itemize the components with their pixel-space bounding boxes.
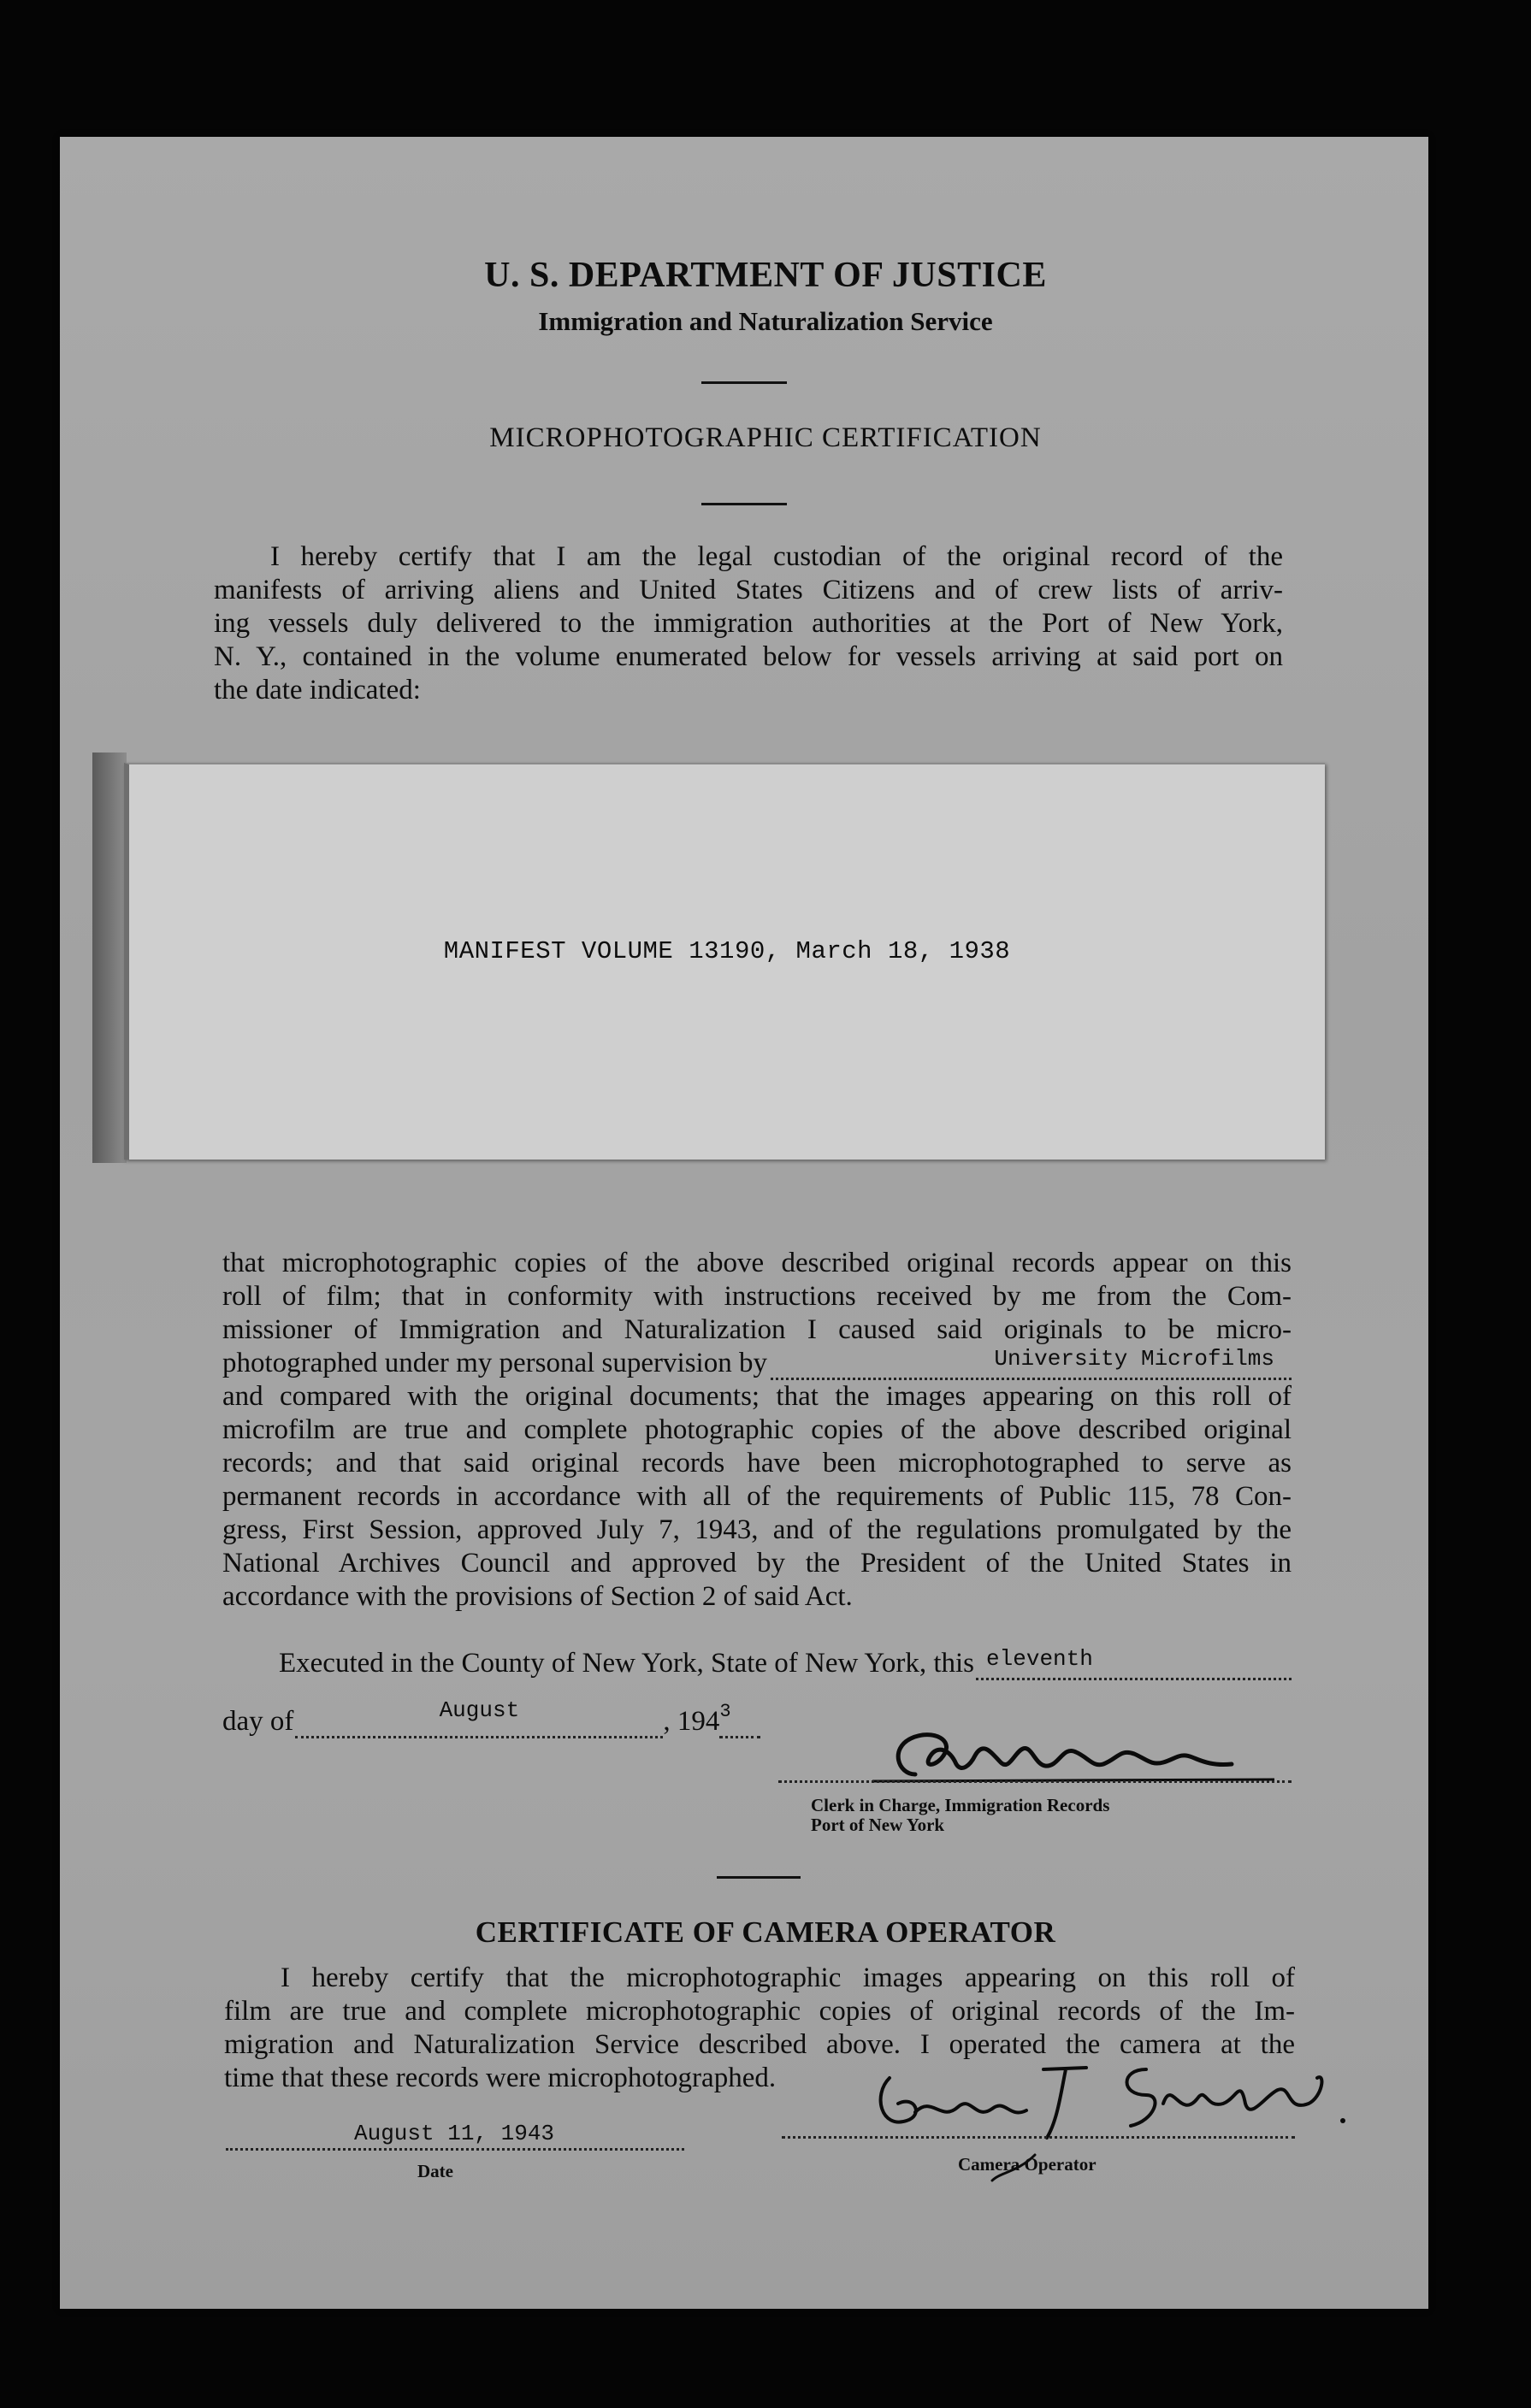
paragraph-line: I hereby certify that the microphotographic images appearing on this roll of — [281, 1962, 1295, 1993]
certification-title: MICROPHOTOGRAPHIC CERTIFICATION — [489, 422, 1042, 453]
volume-slip — [124, 763, 1325, 1160]
divider — [701, 381, 787, 384]
date-blank — [226, 2117, 684, 2151]
clerk-title — [811, 1796, 1109, 1835]
year-suffix: 3 — [719, 1701, 731, 1722]
year-prefix: 194 — [677, 1706, 720, 1737]
intro-paragraph — [214, 540, 1283, 707]
body-paragraph — [222, 1247, 1292, 1614]
clerk-signature-line — [778, 1780, 1292, 1783]
executed-line — [279, 1647, 1292, 1680]
month-value: August — [439, 1697, 520, 1723]
divider — [717, 1876, 801, 1879]
paragraph-line: migration and Naturalization Service described above. I operated the camera at the — [224, 2029, 1295, 2060]
paragraph-line: missioner of Immigration and Naturalization I caused said originals to be micro- — [222, 1314, 1292, 1345]
month-blank — [295, 1697, 663, 1738]
paragraph-line: ing vessels duly delivered to the immigration authorities at the Port of New York, — [214, 608, 1283, 639]
date-label: Date — [417, 2161, 453, 2181]
department-title: U. S. DEPARTMENT OF JUSTICE — [484, 256, 1047, 295]
paragraph-line: records; and that said original records have been microphotographed to serve as — [222, 1448, 1292, 1478]
comma: , — [663, 1706, 677, 1737]
paragraph-line: that microphotographic copies of the above described original records appear on this — [222, 1248, 1292, 1278]
camera-operator-line — [782, 2136, 1295, 2139]
executed-day-value: eleventh — [986, 1646, 1093, 1672]
paragraph-line: and compared with the original documents; that the images appearing on this roll of — [222, 1381, 1292, 1412]
divider — [701, 503, 787, 505]
paragraph-line: time that these records were microphotographed. — [224, 2063, 777, 2093]
paragraph-line: the date indicated: — [214, 675, 421, 705]
paragraph-line: accordance with the provisions of Section 2 of said Act. — [222, 1581, 853, 1612]
photographed-by-label: photographed under my personal supervision by — [222, 1348, 767, 1378]
paragraph-line: roll of film; that in conformity with instructions received by me from the Com- — [222, 1281, 1292, 1312]
camera-operator-label: Camera Operator — [958, 2154, 1097, 2175]
paragraph-line: gress, First Session, approved July 7, 1943, and of the regulations promulgated by the — [222, 1514, 1292, 1545]
photographed-by-blank — [771, 1346, 1292, 1380]
clerk-title-line-2: Port of New York — [811, 1815, 945, 1835]
paragraph-line: National Archives Council and approved by the President of the United States in — [222, 1548, 1292, 1579]
paragraph-line: N. Y., contained in the volume enumerated below for vessels arriving at said port on — [214, 641, 1283, 672]
paragraph-line: permanent records in accordance with all of the requirements of Public 115, 78 Con- — [222, 1481, 1292, 1512]
paragraph-line: microfilm are true and complete photographic copies of the above described original — [222, 1414, 1292, 1445]
photographed-by-line — [222, 1347, 1292, 1380]
service-subtitle: Immigration and Naturalization Service — [538, 306, 993, 336]
paragraph-line: manifests of arriving aliens and United States Citizens and of crew lists of arriv- — [214, 575, 1283, 605]
camera-operator-signature — [864, 2044, 1368, 2189]
executed-label: Executed in the County of New York, State of New York, this — [279, 1648, 975, 1679]
day-of-line — [222, 1697, 821, 1738]
year-blank — [719, 1701, 760, 1738]
manifest-volume-text: MANIFEST VOLUME 13190, March 18, 1938 — [443, 937, 1011, 965]
executed-day-blank — [976, 1646, 1292, 1680]
slip-shadow — [92, 752, 127, 1163]
paragraph-line: I hereby certify that I am the legal custodian of the original record of the — [270, 541, 1283, 572]
date-value: August 11, 1943 — [354, 2121, 555, 2146]
paragraph-line: film are true and complete microphotographic copies of original records of the Im- — [224, 1996, 1295, 2027]
photographed-by-value: University Microfilms — [994, 1346, 1274, 1372]
camera-operator-title: CERTIFICATE OF CAMERA OPERATOR — [475, 1915, 1056, 1949]
day-of-label: day of — [222, 1706, 294, 1737]
clerk-title-line-1: Clerk in Charge, Immigration Records — [811, 1795, 1110, 1815]
